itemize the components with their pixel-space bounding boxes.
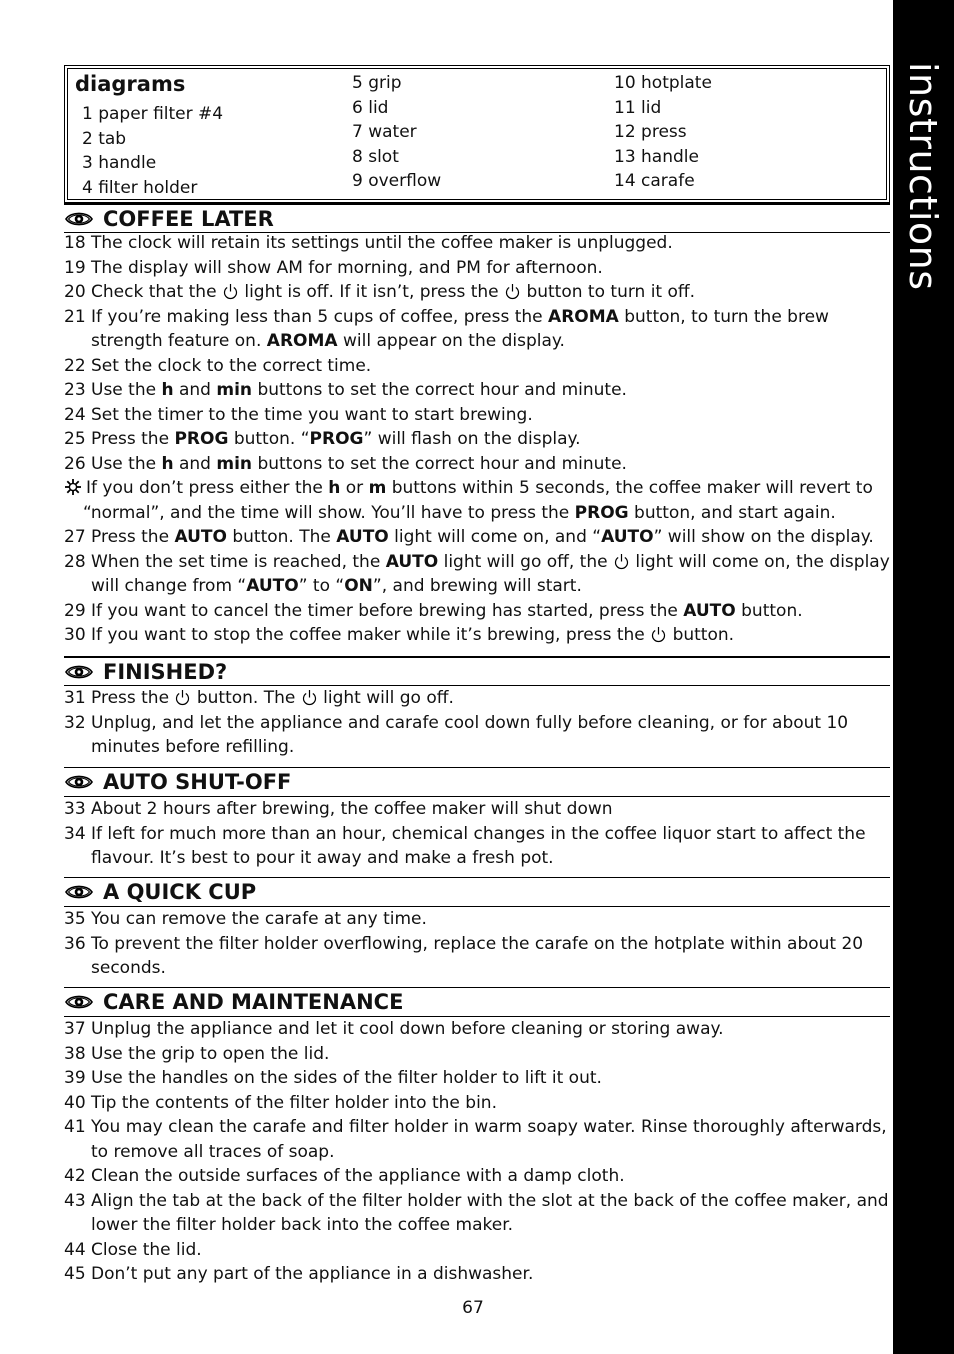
section-title: CARE AND MAINTENANCE [103,990,404,1014]
diagrams-column-3 [614,71,712,194]
tip-item-continuation: “normal”, and the time will show. You’ll have to press the PROG button, and start again. [83,502,836,523]
list-item: 24 Set the timer to the time you want to start brewing. [64,404,533,425]
list-item: 30 If you want to stop the coffee maker while it’s brewing, press the button. [64,625,735,645]
tip-item: If you don’t press either the h or m buttons within 5 seconds, the coffee maker will revert to [64,476,890,501]
diagrams-inner-border [67,68,887,200]
eye-icon [65,993,93,1011]
section-header [64,987,890,1017]
diagram-item: 9 overflow [352,171,442,191]
diagram-item: 6 lid [352,97,389,118]
section-header [64,877,890,907]
list-item: 31 Press the button. The light will go off. [64,688,454,708]
diagram-item: 13 handle [614,146,699,167]
instruction-list [64,686,890,760]
diagram-item: 8 slot [352,146,399,167]
section-care-maintenance [64,987,890,1287]
list-item: 21 If you’re making less than 5 cups of coffee, press the AROMA button, to turn the brew [64,306,829,327]
section-header [64,767,890,797]
section-title: A QUICK CUP [103,880,257,904]
diagram-item: 12 press [614,122,687,142]
list-item: 26 Use the h and min buttons to set the correct hour and minute. [64,453,627,474]
list-item: 33 About 2 hours after brewing, the coffee maker will shut down [64,799,613,819]
section-finished [64,656,890,760]
section-coffee-later [64,203,890,648]
list-item-continuation: to remove all traces of soap. [91,1141,335,1162]
list-item-continuation: flavour. It’s best to pour it away and make a fresh pot. [91,848,554,868]
diagram-item: 7 water [352,122,417,142]
list-item: 23 Use the h and min buttons to set the correct hour and minute. [64,380,627,400]
list-item: 41 You may clean the carafe and filter holder in warm soapy water. Rinse thoroughly afterwards, [64,1117,887,1137]
diagrams-column-1 [82,102,223,200]
instruction-list [64,231,890,648]
list-item: 36 To prevent the filter holder overflowing, replace the carafe on the hotplate within about 20 [64,933,864,954]
side-tab-label: instructions [901,62,945,291]
diagrams-box [64,65,890,203]
diagram-item: 3 handle [82,153,157,173]
eye-icon [65,773,93,791]
power-icon [614,553,629,570]
section-quick-cup [64,877,890,981]
list-item: 20 Check that the light is off. If it isn’t, press the button to turn it off. [64,282,696,302]
list-item: 25 Press the PROG button. “PROG” will flash on the display. [64,429,581,449]
list-item: 38 Use the grip to open the lid. [64,1043,330,1064]
list-item: 45 Don’t put any part of the appliance in a dishwasher. [64,1264,534,1284]
section-title: COFFEE LATER [103,206,274,231]
list-item: 43 Align the tab at the back of the filter holder with the slot at the back of the coffee maker, and [64,1190,889,1211]
eye-icon [65,210,93,228]
list-item: 40 Tip the contents of the filter holder into the bin. [64,1092,497,1113]
list-item-continuation: lower the filter holder back into the coffee maker. [91,1215,514,1235]
diagrams-column-2 [352,71,441,194]
list-item: 34 If left for much more than an hour, chemical changes in the coffee liquor start to affect the [64,823,866,844]
side-tab [893,0,954,1354]
list-item: 28 When the set time is reached, the AUTO light will go off, the light will come on, the display [64,551,890,572]
diagram-item: 2 tab [82,128,127,149]
diagram-item: 1 paper filter #4 [82,104,224,124]
power-icon [505,283,520,300]
power-icon [302,689,317,706]
list-item: 32 Unplug, and let the appliance and carafe cool down fully before cleaning, or for about 10 [64,712,849,733]
list-item: 29 If you want to cancel the timer before brewing has started, press the AUTO button. [64,600,803,621]
list-item-continuation: minutes before refilling. [91,737,295,757]
section-header [64,656,890,686]
tip-sun-icon [64,478,82,496]
list-item-continuation: will change from “AUTO” to “ON”, and brewing will start. [91,576,582,596]
section-header [64,203,890,233]
list-item-continuation: strength feature on. AROMA will appear on the display. [91,331,565,351]
power-icon [651,626,666,643]
list-item: 44 Close the lid. [64,1239,202,1260]
power-icon [223,283,238,300]
page-number: 67 [462,1298,484,1318]
eye-icon [65,663,93,681]
list-item: 22 Set the clock to the correct time. [64,355,372,376]
diagram-item: 4 filter holder [82,177,198,198]
list-item: 35 You can remove the carafe at any time. [64,909,427,929]
diagram-item: 5 grip [352,73,402,93]
section-title: FINISHED? [103,659,228,684]
list-item: 19 The display will show AM for morning, and PM for afternoon. [64,257,603,278]
diagrams-title: diagrams [75,72,186,96]
section-title: AUTO SHUT-OFF [103,770,292,794]
list-item: 37 Unplug the appliance and let it cool down before cleaning or storing away. [64,1019,724,1039]
instruction-list [64,907,890,981]
list-item: 18 The clock will retain its settings until the coffee maker is unplugged. [64,233,673,253]
instruction-list [64,797,890,871]
power-icon [175,689,190,706]
list-item: 42 Clean the outside surfaces of the appliance with a damp cloth. [64,1166,625,1186]
diagram-item: 14 carafe [614,171,695,191]
diagram-item: 11 lid [614,97,662,118]
list-item: 39 Use the handles on the sides of the filter holder to lift it out. [64,1068,602,1088]
eye-icon [65,883,93,901]
section-auto-shutoff [64,767,890,871]
list-item-continuation: seconds. [91,958,166,978]
list-item: 27 Press the AUTO button. The AUTO light will come on, and “AUTO” will show on the display. [64,527,874,547]
diagram-item: 10 hotplate [614,73,712,93]
instruction-list [64,1017,890,1287]
